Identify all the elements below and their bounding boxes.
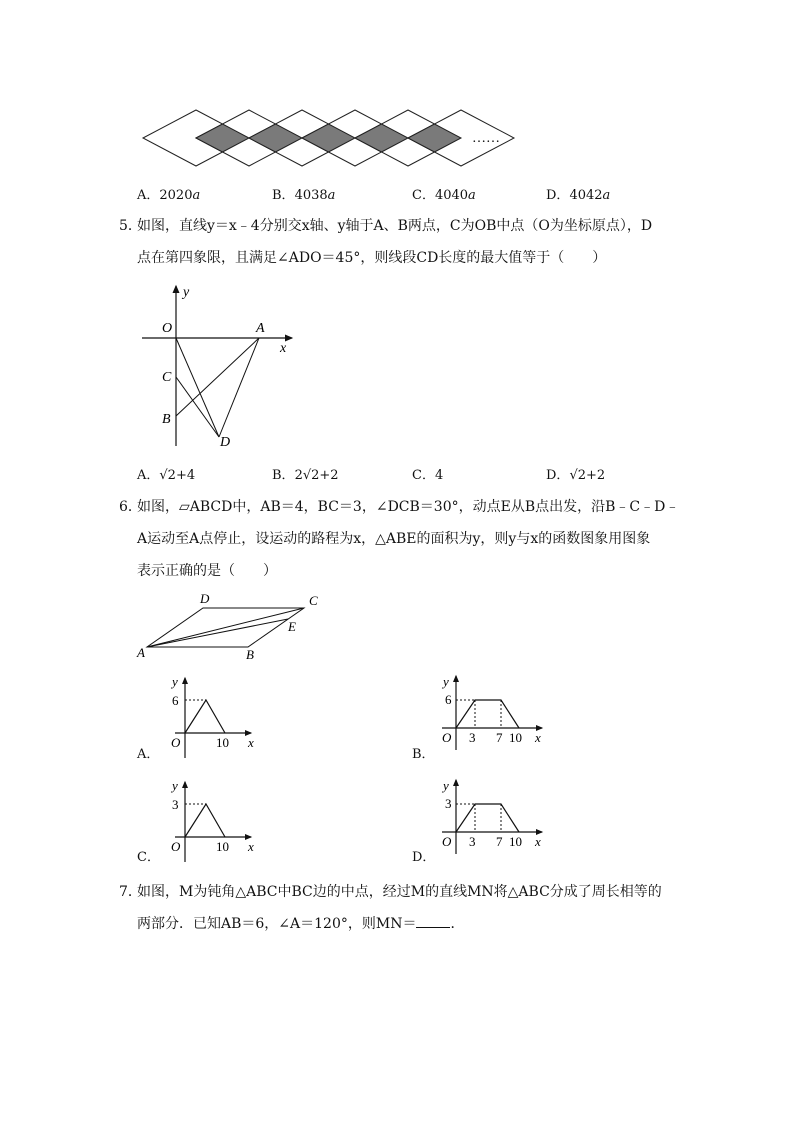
- q6-label-C: C: [309, 593, 318, 608]
- graph-d-ymax: 3: [445, 796, 452, 811]
- graph-c-x-label: x: [248, 839, 254, 854]
- graph-d-tick-10: 10: [509, 834, 522, 849]
- q5-number: 5．: [119, 218, 142, 234]
- q6-option-c-letter[interactable]: C．: [137, 850, 160, 865]
- q4-option-c[interactable]: C．4040a: [412, 188, 476, 203]
- q6-label-A: A: [137, 645, 145, 660]
- graph-a-curve: [185, 700, 225, 733]
- q5-label-x: x: [280, 341, 287, 356]
- q6-option-b-letter[interactable]: B．: [412, 747, 435, 762]
- q6-parallelogram-figure: [134, 588, 334, 664]
- line-AE: [147, 619, 288, 647]
- graph-b-x-label: x: [535, 730, 541, 745]
- q6-label-D: D: [200, 591, 210, 606]
- graph-d-tick-3: 3: [469, 834, 476, 849]
- q6-option-d-letter[interactable]: D．: [412, 850, 436, 865]
- q5-label-O: O: [162, 321, 173, 336]
- q7-text-line1: 如图，M为钝角△ABC中BC边的中点，经过M的直线MN将△ABC分成了周长相等的: [137, 884, 662, 900]
- q5-option-a[interactable]: A．√2+4: [137, 468, 196, 483]
- q5-label-y: y: [183, 285, 190, 300]
- graph-c-origin: O: [171, 839, 181, 854]
- q4-rhombus-figure: [130, 100, 530, 176]
- graph-a-tick-10: 10: [216, 735, 229, 750]
- q7-answer-blank[interactable]: [416, 915, 450, 928]
- q5-label-C: C: [162, 370, 172, 385]
- q5-text-line1: 如图，直线y＝x﹣4分别交x轴、y轴于A、B两点，C为OB中点（O为坐标原点），D: [137, 218, 653, 234]
- graph-c-y-label: y: [172, 778, 178, 793]
- q7-number: 7．: [119, 884, 142, 900]
- graph-b-y-label: y: [443, 674, 449, 689]
- q5-label-D: D: [220, 435, 231, 450]
- q4-option-b[interactable]: B．4038a: [272, 188, 336, 203]
- graph-d-origin: O: [442, 834, 452, 849]
- line-OD: [176, 338, 219, 437]
- graph-b-tick-7: 7: [496, 730, 503, 745]
- q6-label-E: E: [288, 619, 296, 634]
- q7-text-line2-post: ．: [450, 916, 465, 932]
- q4-option-d[interactable]: D．4042a: [546, 188, 611, 203]
- q5-text-line2: 点在第四象限，且满足∠ADO＝45°，则线段CD长度的最大值等于（ ）: [137, 250, 607, 266]
- q5-label-B: B: [162, 412, 171, 427]
- line-AC: [147, 608, 304, 647]
- q4-ellipsis: ……: [472, 131, 500, 146]
- graph-b-origin: O: [442, 730, 452, 745]
- graph-c-tick-10: 10: [216, 839, 229, 854]
- graph-b-tick-10: 10: [509, 730, 522, 745]
- q6-label-B: B: [246, 647, 254, 662]
- q6-graph-b[interactable]: [430, 672, 555, 752]
- line-CD: [176, 377, 219, 437]
- q5-option-d[interactable]: D．√2+2: [546, 468, 606, 483]
- graph-d-x-label: x: [535, 834, 541, 849]
- graph-a-y-label: y: [172, 674, 178, 689]
- graph-a-origin: O: [171, 735, 181, 750]
- q5-label-A: A: [256, 321, 265, 336]
- graph-d-tick-7: 7: [496, 834, 503, 849]
- graph-c-ymax: 3: [172, 797, 179, 812]
- graph-d-y-label: y: [443, 778, 449, 793]
- q6-text-line1: 如图，▱ABCD中，AB＝4，BC＝3，∠DCB＝30°，动点E从B点出发，沿B﹣C﹣D﹣: [137, 499, 680, 515]
- q6-text-line3: 表示正确的是（ ）: [137, 563, 277, 579]
- q6-graph-c[interactable]: [155, 776, 265, 866]
- graph-a-ymax: 6: [172, 693, 179, 708]
- q5-option-b[interactable]: B．2√2+2: [272, 468, 339, 483]
- line-BA: [176, 338, 259, 416]
- line-AD: [219, 338, 259, 437]
- q5-figure: [136, 280, 306, 455]
- graph-d-curve: [456, 804, 519, 832]
- q6-graph-d[interactable]: [430, 776, 555, 856]
- graph-b-curve: [456, 700, 519, 728]
- graph-c-curve: [185, 804, 225, 837]
- graph-b-tick-3: 3: [469, 730, 476, 745]
- q5-option-c[interactable]: C．4: [412, 468, 444, 483]
- q6-option-a-letter[interactable]: A．: [137, 747, 160, 762]
- q6-number: 6．: [119, 499, 142, 515]
- q6-graph-a[interactable]: [155, 672, 265, 762]
- graph-a-x-label: x: [248, 735, 254, 750]
- q7-text-line2: [137, 914, 464, 934]
- q6-text-line2: A运动至A点停止，设运动的路程为x，△ABE的面积为y，则y与x的函数图象用图象: [137, 531, 651, 547]
- q7-text-line2-pre: 两部分．已知AB＝6，∠A＝120°，则MN＝: [137, 916, 417, 932]
- q4-option-a[interactable]: A．2020a: [137, 188, 201, 203]
- graph-b-ymax: 6: [445, 692, 452, 707]
